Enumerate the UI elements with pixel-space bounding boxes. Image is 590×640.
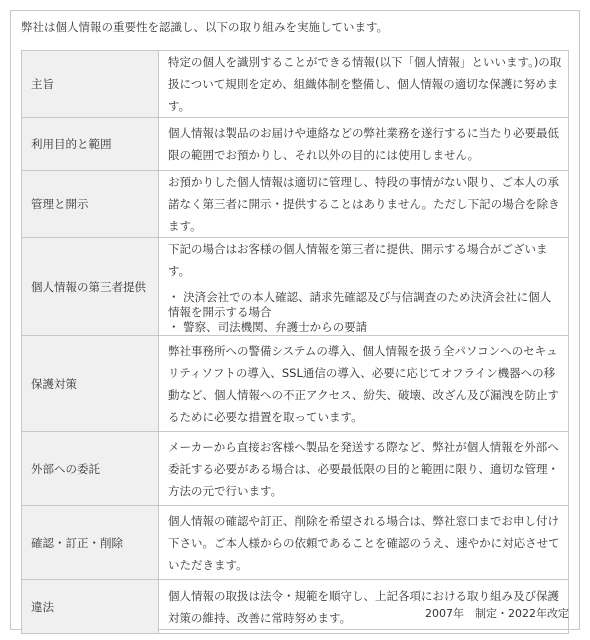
row-label-management-disclosure: 管理と開示 — [22, 171, 159, 238]
list-item: ・ 警察、司法機関、弁護士からの要請 — [168, 320, 368, 334]
row-text: 個人情報の取扱は法令・規範を順守し、上記各項における取り組み及び保護対策の維持、改善に常時努めます。 — [168, 588, 559, 625]
row-label-outsourcing: 外部への委託 — [22, 432, 159, 506]
row-text: 個人情報の確認や訂正、削除を希望される場合は、弊社窓口までお申し付け下さい。ご本人様からの依頼であることを確認のうえ、速やかに対応させていただきます。 — [168, 513, 560, 572]
row-text: 下記の場合はお客様の個人情報を第三者に提供、開示する場合がございます。 — [168, 242, 548, 278]
row-text-outsourcing — [159, 432, 569, 506]
row-text-management-disclosure — [159, 171, 569, 238]
table-row-purpose — [22, 51, 569, 118]
row-label-third-party: 個人情報の第三者提供 — [22, 238, 159, 336]
row-text: メーカーから直接お客様へ製品を発送する際など、弊社が個人情報を外部へ委託する必要がある場合は、必要最低限の目的と範囲に限り、適切な管理・方法の元で行います。 — [168, 439, 559, 498]
table-row-protection — [22, 336, 569, 432]
table-row-management-disclosure — [22, 171, 569, 238]
row-label-protection: 保護対策 — [22, 336, 159, 432]
row-text: 特定の個人を識別することができる情報(以下「個人情報」といいます。)の取扱について規則を定め、組織体制を整備し、個人情報の適切な保護に努めます。 — [168, 55, 562, 113]
privacy-policy-table — [21, 50, 569, 634]
row-text: 個人情報は製品のお届けや連絡などの弊社業務を遂行するに当たり必要最低限の範囲でお預かりし、それ以外の目的には使用しません。 — [168, 126, 559, 162]
row-text: お預かりした個人情報は適切に管理し、特段の事情がない限り、ご本人の承諾なく第三者に開示・提供することはありません。ただし下記の場合を除きます。 — [168, 175, 560, 233]
row-label-compliance: 違法 — [22, 580, 159, 634]
privacy-policy-panel — [10, 10, 580, 630]
revision-footer: 2007年 制定・2022年改定 — [425, 607, 569, 620]
row-text-third-party — [159, 238, 569, 336]
row-label-purpose: 主旨 — [22, 51, 159, 118]
row-text-usage-scope — [159, 118, 569, 171]
table-row-third-party — [22, 238, 569, 336]
table-row-usage-scope — [22, 118, 569, 171]
intro-text: 弊社は個人情報の重要性を認識し、以下の取り組みを実施しています。 — [21, 20, 389, 34]
row-text: 弊社事務所への警備システムの導入、個人情報を扱う全パソコンへのセキュリティソフトの導入、SSL通信の導入、必要に応じてオフライン機器への移動など、個人情報への不正アクセス、紛失、破壊、改ざん及び漏洩を防止するために必要な措置を取っています。 — [168, 343, 559, 424]
table-row-confirm-correct-delete — [22, 506, 569, 580]
row-label-usage-scope: 利用目的と範囲 — [22, 118, 159, 171]
row-label-confirm-correct-delete: 確認・訂正・削除 — [22, 506, 159, 580]
row-text-purpose — [159, 51, 569, 118]
list-item: ・ 決済会社での本人確認、請求先確認及び与信調査のため決済会社に個人情報を開示する場合 — [168, 290, 552, 319]
row-text-protection — [159, 336, 569, 432]
table-row-outsourcing — [22, 432, 569, 506]
row-text-confirm-correct-delete — [159, 506, 569, 580]
